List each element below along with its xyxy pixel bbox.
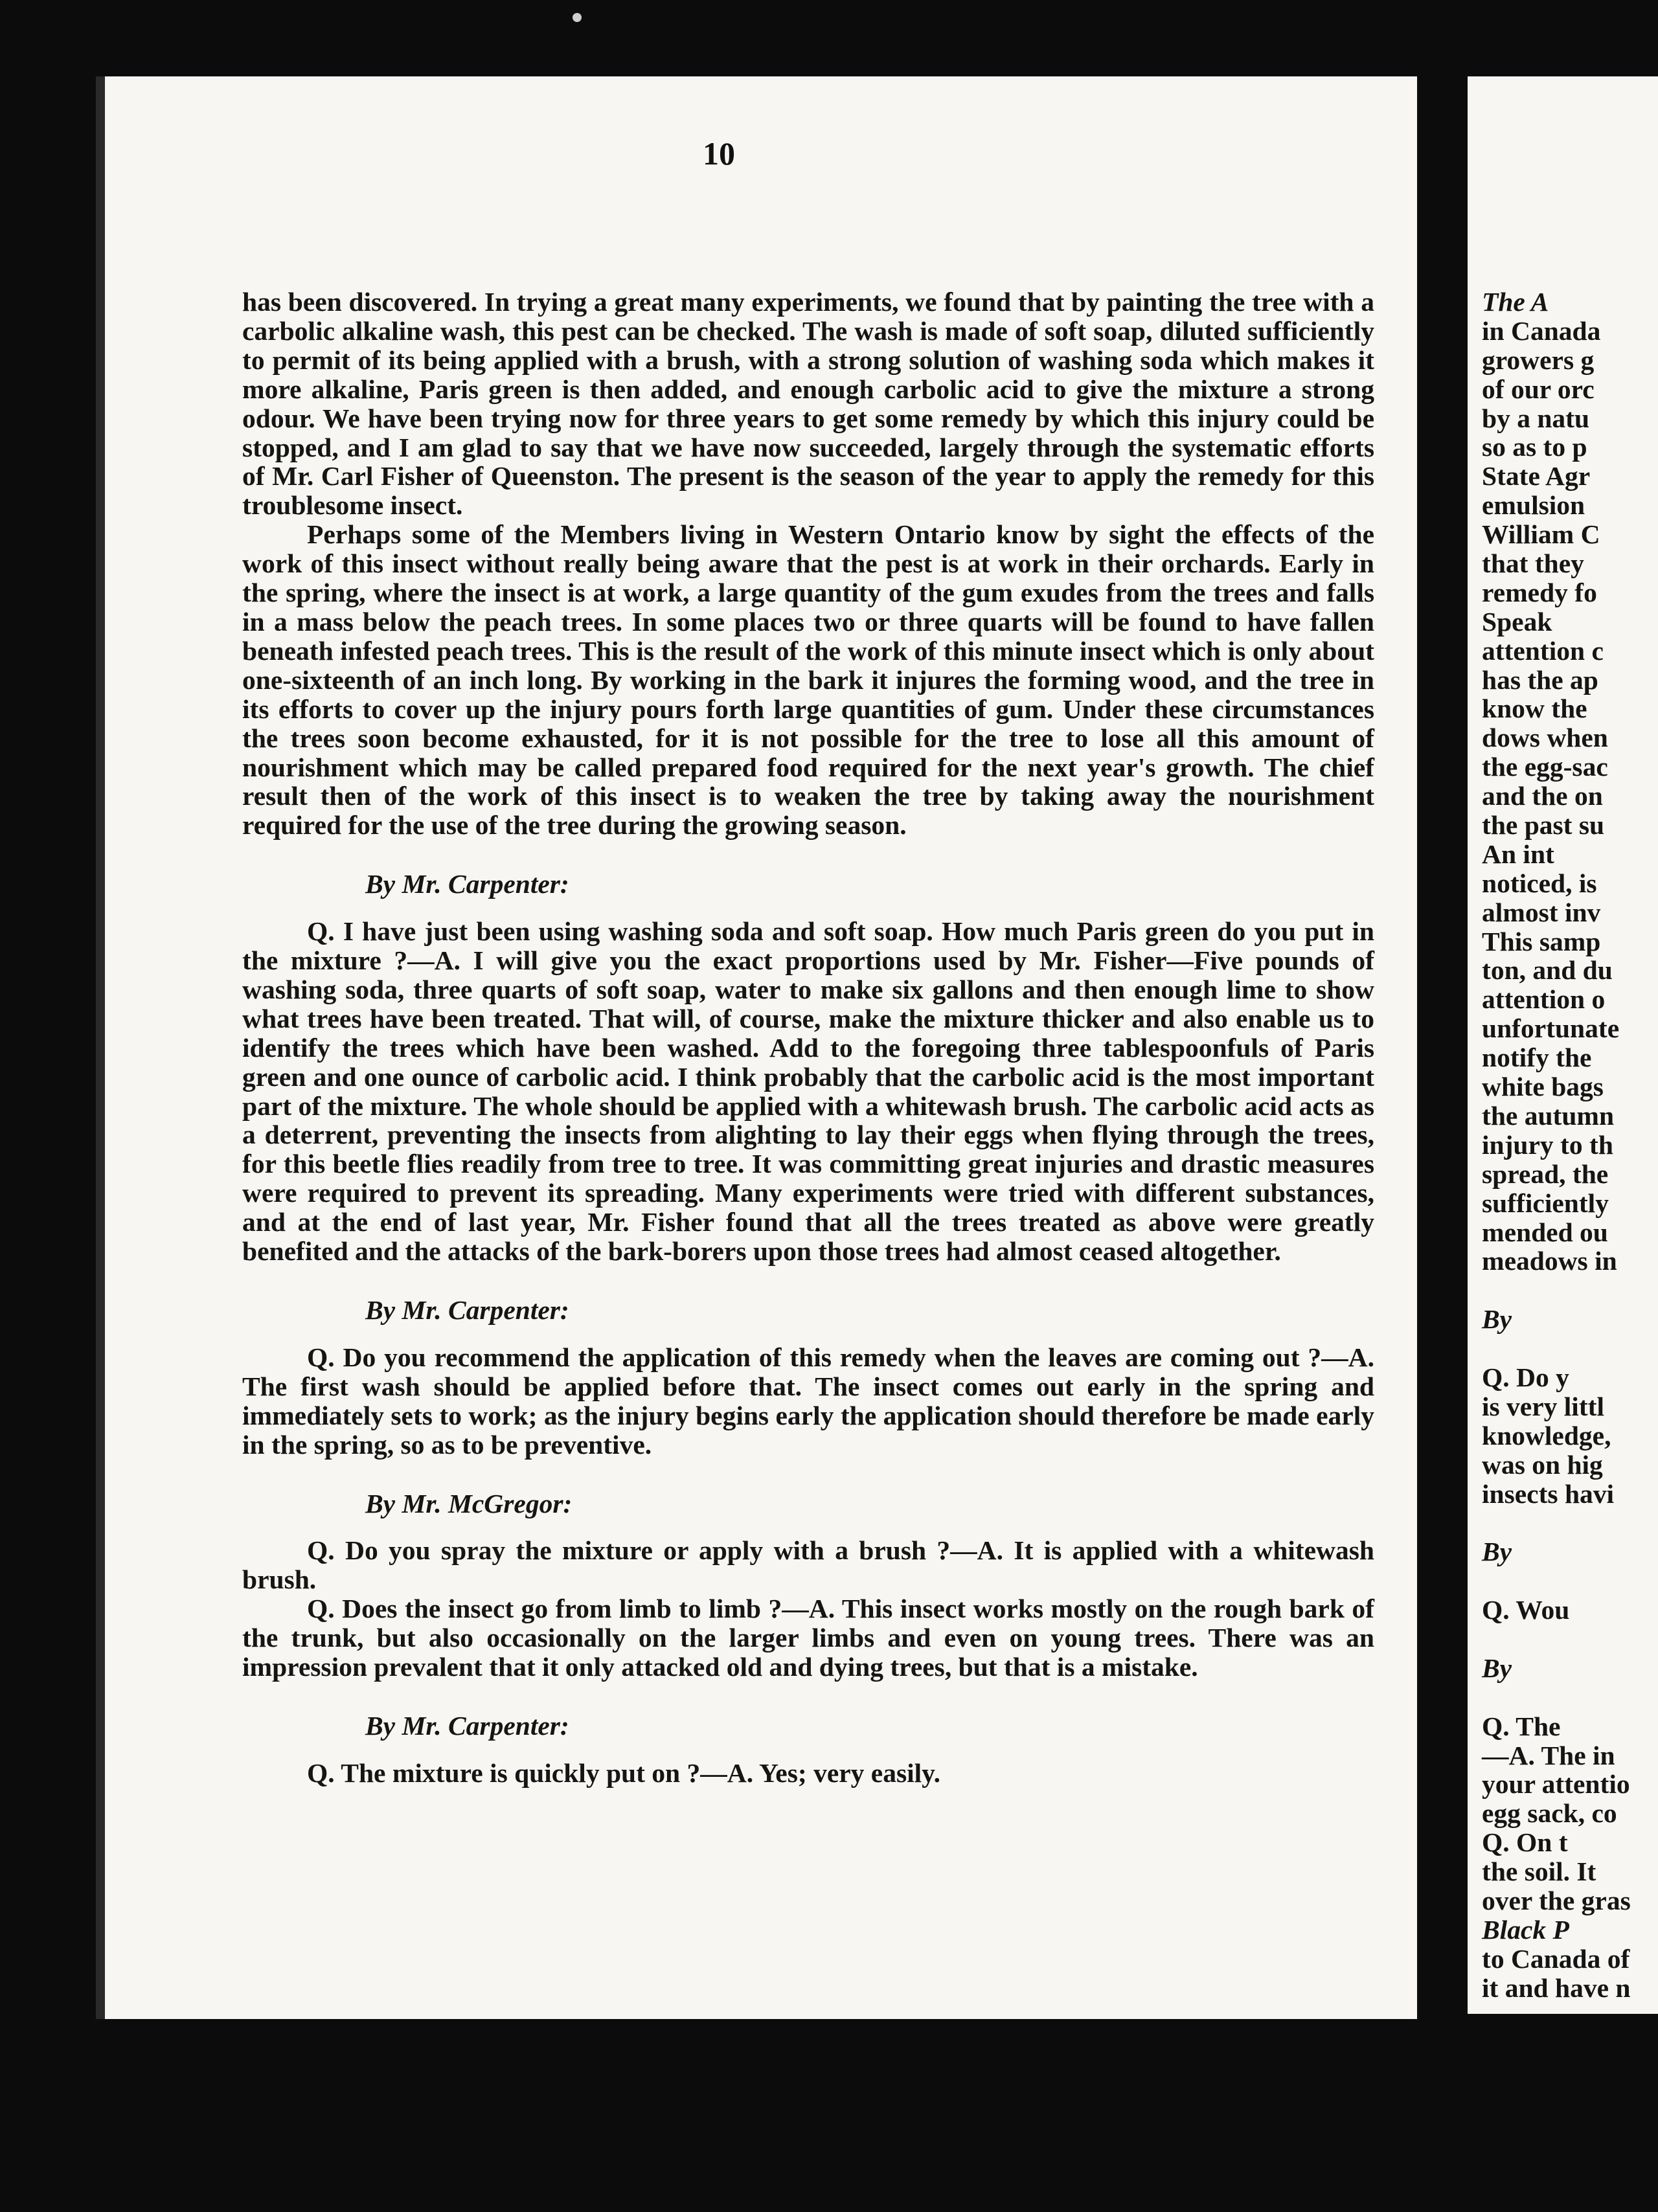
right-column-line — [1482, 1566, 1658, 1596]
right-column-line: dows when — [1482, 723, 1608, 753]
right-column-line: attention o — [1482, 984, 1606, 1015]
right-column-line: Black P — [1482, 1914, 1569, 1945]
right-column-line: has the ap — [1482, 664, 1598, 695]
right-column-line: notify the — [1482, 1043, 1592, 1073]
right-column-line: remedy fo — [1482, 577, 1597, 607]
right-column-line: the past su — [1482, 810, 1605, 841]
right-column-line: that they — [1482, 548, 1584, 579]
page-number: 10 — [703, 135, 735, 172]
right-column-line: The A — [1482, 287, 1549, 317]
speaker-heading: By Mr. Carpenter: — [365, 869, 569, 899]
right-column-line: insects havi — [1482, 1478, 1615, 1509]
right-column-line: the soil. It — [1482, 1857, 1596, 1887]
speaker-heading: By Mr. Carpenter: — [365, 1295, 569, 1325]
right-column-line — [1482, 1508, 1658, 1537]
right-column-line: over the gras — [1482, 1885, 1631, 1915]
right-column-line: in Canada — [1482, 315, 1601, 346]
right-column-line: your attentio — [1482, 1769, 1630, 1800]
right-column-line: —A. The in — [1482, 1740, 1615, 1770]
body-paragraph: has been discovered. In trying a great many experiments, we found that by painting the tree with a carbolic alkaline wash, this pest can be checked. The wash is made of soft soap, diluted sufficiently to permit of its being applied with a brush, with a strong solution of washing soda which makes it more alkaline, Paris green is then added, and enough carbolic acid to give the mixture a strong odour. We have been trying now for three years to get some remedy by which this injury could be stopped, and I am glad to say that we have now succeeded, largely through the systematic efforts of Mr. Carl Fisher of Queenston. The present is the season of the year to apply the remedy for this troublesome insect. — [242, 287, 1374, 521]
right-column-line — [1482, 1683, 1658, 1712]
body-paragraph: Perhaps some of the Members living in Western Ontario know by sight the effects of the work of this insect without really being aware that the pest is at work in their orchards. Early in the spring, where the insect is at work, a large quantity of the gum exudes from the trees and falls in a mass below the peach trees. In some places two or three quarts will be found to have fallen beneath infested peach trees. This is the result of the work of this minute insect which is only about one-sixteenth of an inch long. By working in the bark it injures the forming wood, and the tree in its efforts to cover up the injury pours forth large quantities of gum. Under these circumstances the trees soon become exhausted, for it is not possible for the tree to lose all this amount of nourishment which may be called prepared food required for the next year's growth. The chief result then of the work of this insect is to weaken the tree by taking away the nourishment required for the use of the tree during the growing season. — [242, 519, 1374, 841]
right-column-line: to Canada of — [1482, 1943, 1630, 1974]
right-column-line: and the on — [1482, 781, 1603, 811]
right-column-line: white bags — [1482, 1072, 1604, 1102]
qa-paragraph: Q. The mixture is quickly put on ?—A. Yes; very easily. — [307, 1757, 941, 1788]
right-column-line: William C — [1482, 519, 1600, 550]
right-column-line: ton, and du — [1482, 955, 1613, 986]
right-column-line: This samp — [1482, 926, 1601, 956]
right-column-line: meadows in — [1482, 1246, 1617, 1276]
right-column-line: State Agr — [1482, 461, 1591, 491]
right-column-line: An int — [1482, 839, 1554, 869]
qa-paragraph: Q. Do you recommend the application of this remedy when the leaves are coming out ?—A. The first wash should be applied before that. The insect comes out early in the spring and immediately sets to work; as the injury begins early the application should therefore be made early in the spring, so as to be preventive. — [242, 1342, 1374, 1460]
right-column-line — [1482, 1334, 1658, 1363]
right-column-line: Q. Do y — [1482, 1362, 1569, 1392]
right-column-line: By — [1482, 1537, 1512, 1567]
right-column-line: noticed, is — [1482, 868, 1597, 898]
adjacent-page-cropped-text — [1482, 288, 1658, 2003]
right-column-line: spread, the — [1482, 1158, 1609, 1189]
right-column-line: emulsion — [1482, 490, 1585, 521]
right-column-line: growers g — [1482, 344, 1595, 375]
right-column-line: knowledge, — [1482, 1420, 1611, 1450]
page-body-text — [242, 288, 1374, 1788]
right-column-line: it and have n — [1482, 1972, 1631, 2003]
right-column-line — [1482, 1625, 1658, 1654]
right-column-line: Q. Wou — [1482, 1595, 1570, 1625]
right-column-line: By — [1482, 1653, 1512, 1683]
right-column-line: know the — [1482, 694, 1587, 724]
right-column-line: mended ou — [1482, 1217, 1608, 1247]
right-column-line: Speak — [1482, 606, 1552, 637]
right-column-line: By — [1482, 1304, 1512, 1335]
right-column-line: the autumn — [1482, 1100, 1615, 1131]
right-column-line: the egg-sac — [1482, 752, 1608, 782]
right-column-line: almost inv — [1482, 897, 1601, 927]
right-column-line — [1482, 1276, 1658, 1305]
right-column-line: is very littl — [1482, 1391, 1604, 1421]
qa-paragraph: Q. Do you spray the mixture or apply with a brush ?—A. It is applied with a whitewash brush. — [242, 1535, 1374, 1595]
right-column-line: was on hig — [1482, 1449, 1603, 1480]
qa-paragraph: Q. Does the insect go from limb to limb ?—A. This insect works mostly on the rough bark of the trunk, but also occasionally on the larger limbs and even on young trees. There was an impression prevalent that it only attacked old and dying trees, but that is a mistake. — [242, 1594, 1374, 1682]
qa-paragraph: Q. I have just been using washing soda and soft soap. How much Paris green do you put in the mixture ?—A. I will give you the exact proportions used by Mr. Fisher—Five pounds of washing soda, three quarts of soft soap, water to make six gallons and then enough lime to show what trees have been treated. That will, of course, make the mixture thicker and also enable us to identify the trees which have been washed. Add to the foregoing three tablespoonfuls of Paris green and one ounce of carbolic acid. I think probably that the carbolic acid is the most important part of the mixture. The whole should be applied with a whitewash brush. The carbolic acid acts as a deterrent, preventing the insects from alighting to lay their eggs when flying through the trees, for this beetle flies readily from tree to tree. It was committing great injuries and drastic measures were required to prevent its spreading. Many experiments were tried with different substances, and at the end of last year, Mr. Fisher found that all the trees treated as above were greatly benefited and the attacks of the bark-borers upon those trees had almost ceased altogether. — [242, 916, 1374, 1267]
right-column-line: of our orc — [1482, 374, 1595, 404]
right-column-line: injury to th — [1482, 1129, 1613, 1160]
right-column-line: unfortunate — [1482, 1013, 1620, 1044]
speaker-heading: By Mr. McGregor: — [365, 1488, 573, 1518]
speaker-heading: By Mr. Carpenter: — [365, 1710, 569, 1741]
right-column-line: so as to p — [1482, 432, 1587, 462]
right-column-line: attention c — [1482, 635, 1604, 666]
right-column-line: sufficiently — [1482, 1188, 1609, 1218]
right-column-line: Q. The — [1482, 1711, 1561, 1741]
right-column-line: Q. On t — [1482, 1827, 1568, 1858]
right-column-line: egg sack, co — [1482, 1798, 1617, 1829]
scan-speck — [573, 13, 582, 22]
right-column-line: by a natu — [1482, 403, 1590, 433]
